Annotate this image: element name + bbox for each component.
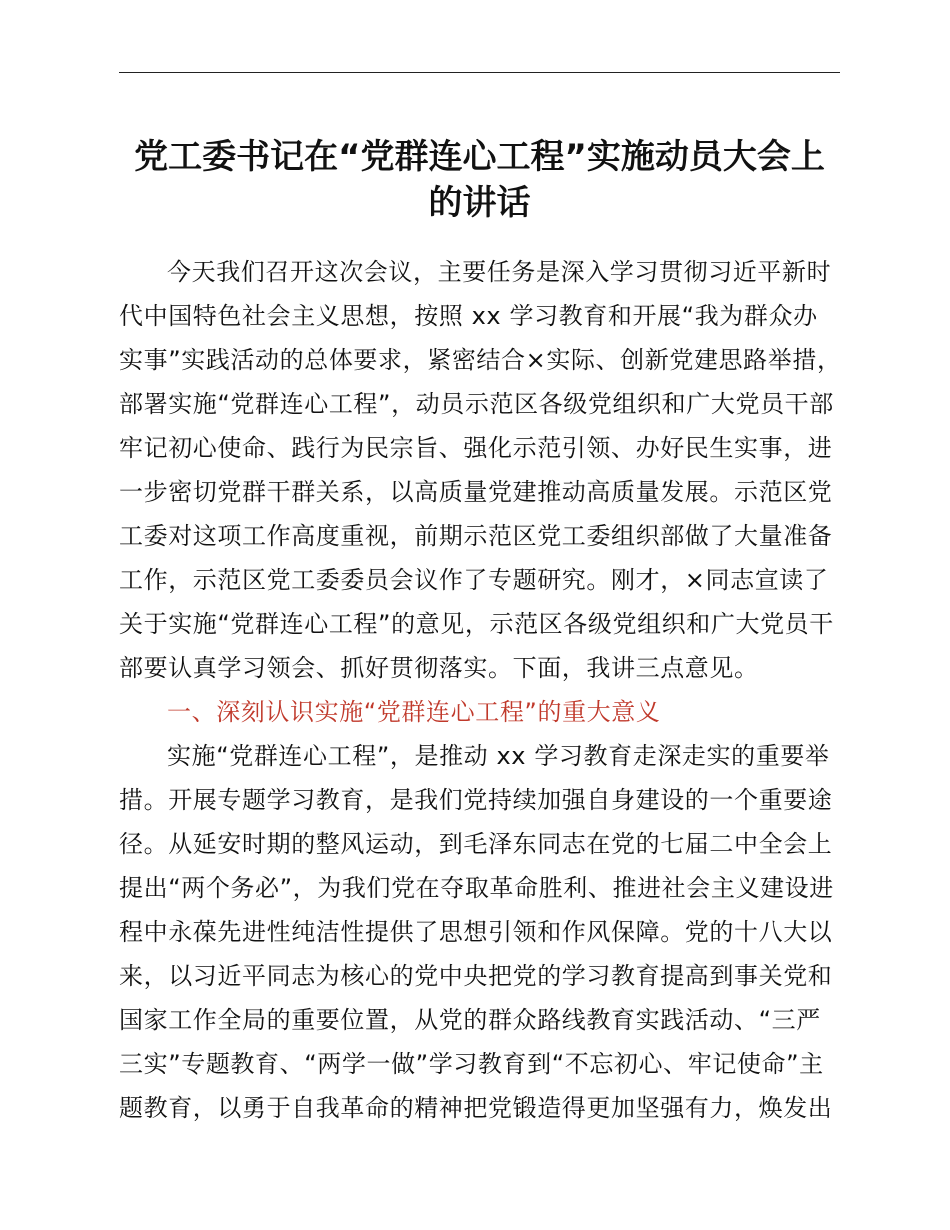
text-line: 牢记初心使命、践行为民宗旨、强化示范引领、办好民生实事，进 xyxy=(119,434,833,462)
section-heading: 一、深刻认识实施“党群连心工程”的重大意义 xyxy=(167,698,661,726)
title-line-2: 的讲话 xyxy=(428,183,531,223)
text-line: 措。开展专题学习教育，是我们党持续加强自身建设的一个重要途 xyxy=(119,786,833,814)
text-line: 今天我们召开这次会议，主要任务是深入学习贯彻习近平新时 xyxy=(167,258,832,286)
text-line: 代中国特色社会主义思想，按照 xx 学习教育和开展“我为群众办 xyxy=(119,302,818,330)
text-line: 来，以习近平同志为核心的党中央把党的学习教育提高到事关党和 xyxy=(119,962,833,990)
text-line: 提出“两个务必”，为我们党在夺取革命胜利、推进社会主义建设进 xyxy=(119,874,834,902)
document-title xyxy=(119,134,840,226)
text-line: 题教育，以勇于自我革命的精神把党锻造得更加坚强有力，焕发出 xyxy=(119,1094,833,1122)
document-body xyxy=(119,250,847,1130)
text-line: 工委对这项工作高度重视，前期示范区党工委组织部做了大量准备 xyxy=(119,522,833,550)
text-line: 关于实施“党群连心工程”的意见，示范区各级党组织和广大党员干 xyxy=(119,610,834,638)
text-line: 国家工作全局的重要位置，从党的群众路线教育实践活动、“三严 xyxy=(119,1006,821,1034)
text-line: 三实”专题教育、“两学一做”学习教育到“不忘初心、牢记使命”主 xyxy=(119,1050,824,1078)
section-paragraph xyxy=(119,734,847,1130)
section-heading-paragraph xyxy=(119,690,847,734)
header-rule xyxy=(119,72,840,73)
text-line: 实施“党群连心工程”，是推动 xx 学习教育走深走实的重要举 xyxy=(167,742,830,770)
intro-paragraph xyxy=(119,250,847,690)
text-line: 部要认真学习领会、抓好贯彻落实。下面，我讲三点意见。 xyxy=(119,654,759,682)
text-line: 程中永葆先进性纯洁性提供了思想引领和作风保障。党的十八大以 xyxy=(119,918,833,946)
text-line: 部署实施“党群连心工程”，动员示范区各级党组织和广大党员干部 xyxy=(119,390,834,418)
text-line: 径。从延安时期的整风运动，到毛泽东同志在党的七届二中全会上 xyxy=(119,830,833,858)
title-line-1: 党工委书记在“党群连心工程”实施动员大会上 xyxy=(134,137,825,177)
text-line: 一步密切党群干群关系，以高质量党建推动高质量发展。示范区党 xyxy=(119,478,833,506)
text-line: 实事”实践活动的总体要求，紧密结合×实际、创新党建思路举措， xyxy=(119,346,842,374)
text-line: 工作，示范区党工委委员会议作了专题研究。刚才，×同志宣读了 xyxy=(119,566,829,594)
